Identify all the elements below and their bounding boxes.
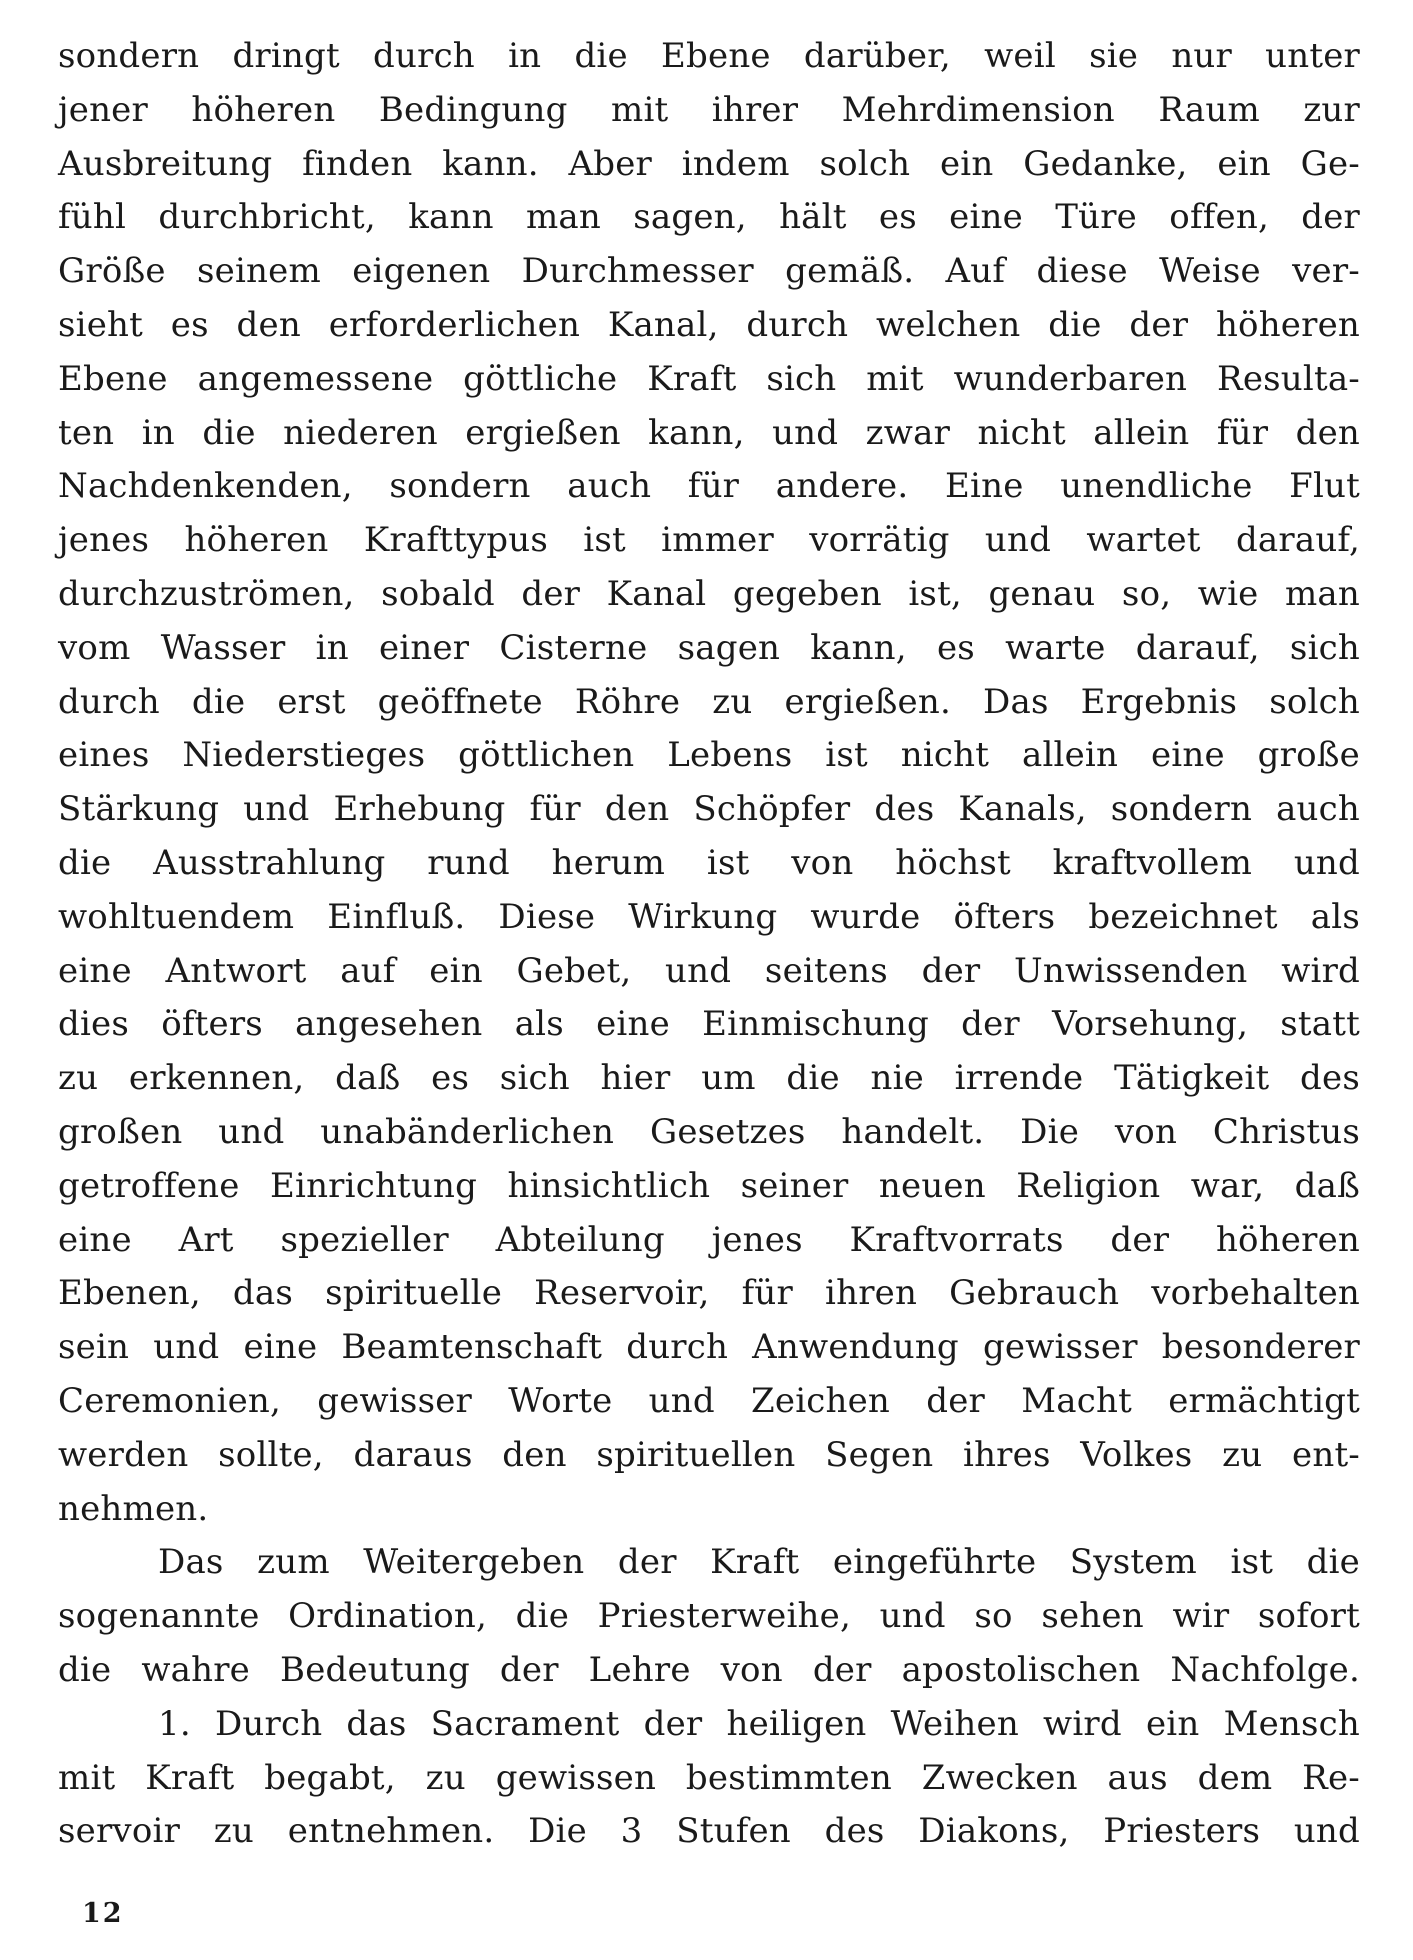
text-line: servoir zu entnehmen. Die 3 Stufen des Diakons, Priesters und bbox=[58, 1811, 1360, 1852]
text-line: durchzuströmen, sobald der Kanal gegeben ist, genau so, wie man bbox=[58, 573, 1360, 614]
page-number: 12 bbox=[82, 1898, 124, 1929]
text-line: mit Kraft begabt, zu gewissen bestimmten Zwecken aus dem Re- bbox=[58, 1757, 1360, 1798]
text-line: großen und unabänderlichen Gesetzes handelt. Die von Christus bbox=[58, 1111, 1360, 1152]
text-line: zu erkennen, daß es sich hier um die nie irrende Tätigkeit des bbox=[58, 1058, 1360, 1099]
text-line: Ebenen, das spirituelle Reservoir, für ihren Gebrauch vorbehalten bbox=[58, 1273, 1360, 1314]
text-line: eines Niederstieges göttlichen Lebens ist nicht allein eine große bbox=[58, 735, 1360, 776]
text-line: sieht es den erforderlichen Kanal, durch welchen die der höheren bbox=[58, 304, 1360, 345]
text-line: getroffene Einrichtung hinsichtlich seiner neuen Religion war, daß bbox=[58, 1165, 1360, 1206]
text-line: Ausbreitung finden kann. Aber indem solch ein Gedanke, ein Ge- bbox=[58, 143, 1360, 184]
text-line: nehmen. bbox=[58, 1488, 209, 1529]
text-line: 1. Durch das Sacrament der heiligen Weihen wird ein Mensch bbox=[158, 1703, 1360, 1744]
text-line: Nachdenkenden, sondern auch für andere. Eine unendliche Flut bbox=[58, 466, 1360, 507]
text-line: eine Antwort auf ein Gebet, und seitens der Unwissenden wird bbox=[58, 950, 1360, 991]
text-line: sogenannte Ordination, die Priesterweihe, und so sehen wir sofort bbox=[58, 1596, 1360, 1637]
text-line: ten in die niederen ergießen kann, und zwar nicht allein für den bbox=[58, 412, 1360, 453]
text-line: durch die erst geöffnete Röhre zu ergießen. Das Ergebnis solch bbox=[58, 681, 1360, 722]
text-line: wohltuendem Einfluß. Diese Wirkung wurde öfters bezeichnet als bbox=[58, 896, 1360, 937]
text-line: werden sollte, daraus den spirituellen Segen ihres Volkes zu ent- bbox=[58, 1434, 1360, 1475]
body-text bbox=[58, 30, 1360, 1859]
text-line: die wahre Bedeutung der Lehre von der apostolischen Nachfolge. bbox=[58, 1649, 1360, 1690]
text-line: sondern dringt durch in die Ebene darüber, weil sie nur unter bbox=[58, 36, 1360, 76]
text-line: dies öfters angesehen als eine Einmischung der Vorsehung, statt bbox=[58, 1004, 1360, 1045]
text-line: sein und eine Beamtenschaft durch Anwendung gewisser besonderer bbox=[58, 1327, 1360, 1368]
text-line: Stärkung und Erhebung für den Schöpfer des Kanals, sondern auch bbox=[58, 789, 1360, 830]
text-line: fühl durchbricht, kann man sagen, hält es eine Türe offen, der bbox=[58, 197, 1360, 238]
text-line: eine Art spezieller Abteilung jenes Kraftvorrats der höheren bbox=[58, 1219, 1360, 1260]
text-line: Ceremonien, gewisser Worte und Zeichen der Macht ermächtigt bbox=[58, 1380, 1360, 1421]
text-line: jenes höheren Krafttypus ist immer vorrätig und wartet darauf, bbox=[58, 520, 1360, 561]
text-line: die Ausstrahlung rund herum ist von höchst kraftvollem und bbox=[58, 842, 1360, 883]
text-line: vom Wasser in einer Cisterne sagen kann, es warte darauf, sich bbox=[58, 627, 1360, 668]
text-line: Ebene angemessene göttliche Kraft sich mit wunderbaren Resulta- bbox=[58, 358, 1360, 399]
text-line: Größe seinem eigenen Durchmesser gemäß. Auf diese Weise ver- bbox=[58, 251, 1360, 292]
text-line: Das zum Weitergeben der Kraft eingeführte System ist die bbox=[158, 1542, 1360, 1583]
text-line: jener höheren Bedingung mit ihrer Mehrdimension Raum zur bbox=[58, 89, 1360, 130]
